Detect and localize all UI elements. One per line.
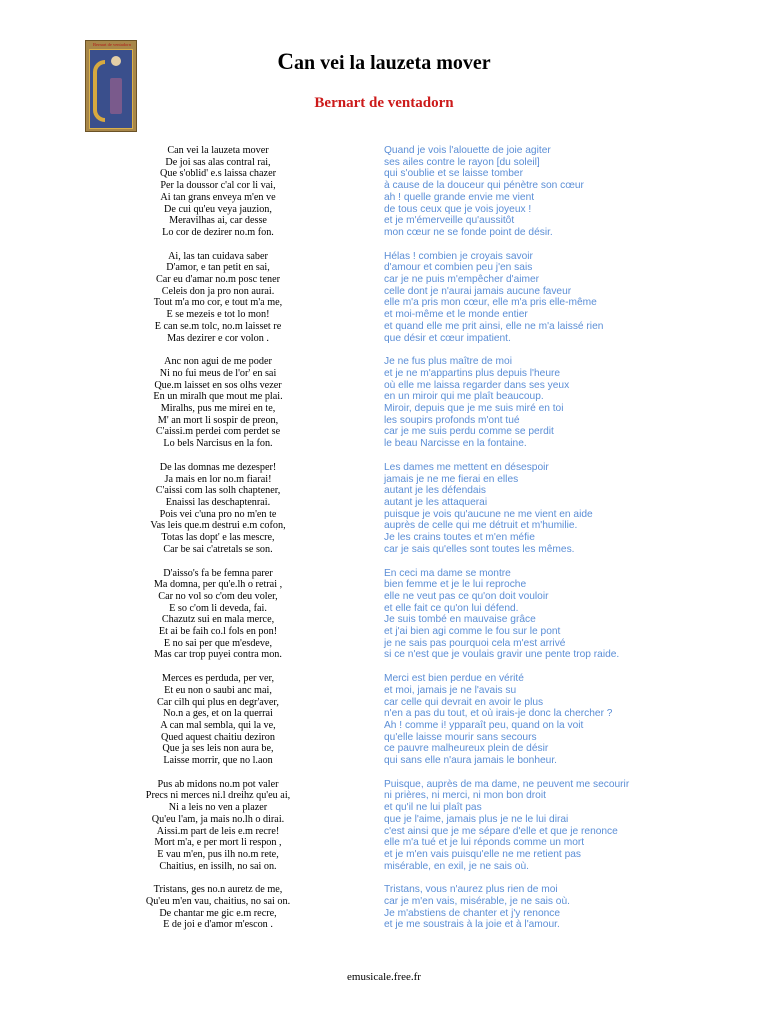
occitan-verse-line: Lo bels Narcisus en la fon.: [163, 438, 273, 450]
occitan-verse-line: Mas car trop puyei contra mon.: [154, 649, 282, 661]
occitan-verse-line: Precs ni merces ni.l dreihz qu'eu ai,: [145, 790, 291, 802]
french-stanza: [384, 673, 684, 767]
french-verse-line: Tristans, vous n'aurez plus rien de moi: [384, 884, 558, 896]
occitan-verse-line: D'amor, e tan petit en sai,: [166, 262, 270, 274]
french-verse-line: Je les crains toutes et m'en méfie: [384, 532, 535, 544]
french-verse-line: qu'elle laisse mourir sans secours: [384, 731, 537, 743]
occitan-verse-line: Ni no fui meus de l'or' en sai: [159, 367, 277, 379]
occitan-verse-line: E vau m'en, pus ilh no.m rete,: [157, 848, 279, 860]
occitan-verse-line: Per la doussor c'al cor li vai,: [160, 180, 276, 192]
occitan-verse-line: Et eu non o saubi anc mai,: [164, 684, 272, 696]
french-verse-line: car je me suis perdu comme se perdit: [384, 426, 554, 438]
french-verse-line: c'est ainsi que je me sépare d'elle et que je renonce: [384, 825, 618, 837]
french-verse-line: et qu'il ne lui plaît pas: [384, 802, 482, 814]
occitan-stanza: [108, 568, 328, 662]
occitan-verse-line: Merces es perduda, per ver,: [161, 673, 275, 685]
french-verse-line: qui s'oublie et se laisse tomber: [384, 168, 523, 180]
occitan-verse-line: Enaissi las deschaptenrai.: [165, 496, 271, 508]
occitan-verse-line: Pus ab midons no.m pot valer: [157, 778, 279, 790]
occitan-verse-line: Car no vol so c'om deu voler,: [158, 590, 278, 602]
occitan-verse-line: E can se.m tolc, no.m laisset re: [154, 320, 282, 332]
french-verse-line: et moi, jamais je ne l'avais su: [384, 684, 517, 696]
french-verse-line: et je m'émerveille qu'aussitôt: [384, 215, 515, 227]
french-verse-line: à cause de la douceur qui pénètre son cœur: [384, 180, 584, 192]
occitan-verse-line: Qued aquest chaitiu deziron: [160, 731, 275, 743]
french-verse-line: car je sais qu'elles sont toutes les mêmes.: [384, 543, 575, 555]
french-verse-line: elle ne veut pas ce qu'on doit vouloir: [384, 590, 549, 602]
occitan-verse-line: Car eu d'amar no.m posc tener: [155, 274, 281, 286]
footer-source: emusicale.free.fr: [347, 971, 421, 983]
occitan-stanza: [108, 462, 328, 556]
occitan-verse-line: Ja mais en lor no.m fiarai!: [164, 473, 272, 485]
french-verse-line: celle dont je n'aurai jamais aucune faveur: [384, 285, 572, 297]
french-verse-line: ce pauvre malheureux plein de désir: [384, 743, 549, 755]
french-verse-line: autant je les défendais: [384, 485, 486, 497]
occitan-verse-line: Meravilhas ai, car desse: [169, 215, 267, 227]
title-initial: C: [277, 49, 294, 74]
french-verse-line: en un miroir qui me plaît beaucoup.: [384, 391, 544, 403]
french-verse-line: Hélas ! combien je croyais savoir: [384, 250, 533, 262]
occitan-verse-line: Et ai be faih co.l fols en pon!: [158, 626, 278, 638]
french-verse-line: car celle qui devrait en avoir le plus: [384, 696, 544, 708]
occitan-verse-line: Qu'eu l'am, ja mais no.lh o dirai.: [151, 813, 285, 825]
french-verse-line: ah ! quelle grande envie me vient: [384, 191, 535, 203]
occitan-verse-line: Qu'eu m'en vau, chaitius, no sai on.: [145, 896, 291, 908]
french-verse-line: En ceci ma dame se montre: [384, 567, 511, 579]
french-verse-line: qui sans elle n'aura jamais le bonheur.: [384, 755, 557, 767]
occitan-verse-line: A can mal sembla, qui la ve,: [160, 719, 276, 731]
poem-author: Bernart de ventadorn: [314, 95, 454, 111]
occitan-stanza: [108, 356, 328, 450]
occitan-verse-line: Que s'oblid' e.s laissa chazer: [160, 168, 276, 180]
occitan-verse-line: E so c'om li deveda, fai.: [169, 602, 267, 614]
french-stanza: [384, 568, 684, 662]
title-rest: an vei la lauzeta mover: [294, 52, 491, 74]
miniature-caption: Bernart de ventadorn: [93, 42, 131, 47]
occitan-verse-line: Tout m'a mo cor, e tout m'a me,: [153, 297, 283, 309]
french-verse-line: Je suis tombé en mauvaise grâce: [384, 614, 536, 626]
french-verse-line: Les dames me mettent en désespoir: [384, 461, 549, 473]
french-verse-line: de tous ceux que je vois joyeux !: [384, 203, 532, 215]
french-verse-line: elle m'a pris mon cœur, elle m'a pris elle-même: [384, 297, 597, 309]
french-verse-line: les soupirs profonds m'ont tué: [384, 414, 520, 426]
occitan-verse-line: Que.m laisset en sos olhs vezer: [154, 379, 282, 391]
french-verse-line: Quand je vois l'alouette de joie agiter: [384, 145, 551, 156]
occitan-verse-line: Laisse morrir, que no l.aon: [163, 755, 273, 767]
occitan-verse-line: De las domnas me dezesper!: [159, 461, 277, 473]
french-verse-line: et quand elle me prit ainsi, elle ne m'a laissé rien: [384, 320, 604, 332]
french-verse-line: car je ne puis m'empêcher d'aimer: [384, 274, 540, 286]
occitan-verse-line: Ni a leis no ven a plazer: [168, 802, 268, 814]
occitan-verse-line: De chantar me gic e.m recre,: [159, 907, 277, 919]
french-verse-line: n'en a pas du tout, et où irais-je donc la chercher ?: [384, 708, 613, 720]
poem-title: [0, 49, 768, 75]
french-stanza: [384, 251, 684, 345]
french-stanza: [384, 356, 684, 450]
french-verse-line: d'amour et combien peu j'en sais: [384, 262, 533, 274]
french-verse-line: et je me soustrais à la joie et à l'amour.: [384, 919, 560, 931]
occitan-stanza: [108, 884, 328, 931]
occitan-verse-line: Anc non agui de me poder: [164, 356, 272, 368]
french-verse-line: et elle fait ce qu'on lui défend.: [384, 602, 519, 614]
french-verse-line: je ne sais pas pourquoi cela m'est arrivé: [384, 637, 566, 649]
occitan-verse-line: Pois vei c'una pro no m'en te: [159, 508, 277, 520]
occitan-verse-line: E de joi e d'amor m'escon .: [163, 919, 273, 931]
french-verse-line: Ah ! comme i! ypparaît peu, quand on la voit: [384, 719, 584, 731]
french-verse-line: Puisque, auprès de ma dame, ne peuvent me secourir: [384, 778, 630, 790]
french-verse-line: autant je les attaquerai: [384, 496, 488, 508]
occitan-verse-line: Chaitius, en issilh, no sai on.: [159, 860, 277, 872]
french-stanza: [384, 145, 684, 239]
occitan-verse-line: Ai tan grans enveya m'en ve: [160, 191, 276, 203]
occitan-verse-line: Chazutz sui en mala merce,: [161, 614, 275, 626]
french-verse-line: si ce n'est que je voulais gravir une pente trop raide.: [384, 649, 620, 661]
french-verse-line: où elle me laissa regarder dans ses yeux: [384, 379, 570, 391]
french-verse-line: ses ailes contre le rayon [du soleil]: [384, 156, 540, 168]
french-verse-line: et je ne m'appartins plus depuis l'heure: [384, 367, 561, 379]
french-verse-line: et j'ai bien agi comme le fou sur le pont: [384, 626, 561, 638]
occitan-verse-line: Car be sai c'atretals se son.: [163, 543, 273, 555]
occitan-verse-line: Can vei la lauzeta mover: [167, 145, 269, 156]
french-translation-column: [384, 145, 684, 943]
french-verse-line: jamais je ne me fierai en elles: [384, 473, 519, 485]
occitan-verse-line: Totas las dopt' e las mescre,: [161, 532, 275, 544]
french-verse-line: Je ne fus plus maître de moi: [384, 356, 512, 368]
occitan-verse-line: En un miralh que mout me plai.: [153, 391, 283, 403]
french-verse-line: le beau Narcisse en la fontaine.: [384, 438, 527, 450]
occitan-verse-line: Vas leis que.m destrui e.m cofon,: [150, 520, 286, 532]
occitan-stanza: [108, 673, 328, 767]
occitan-verse-line: C'aissi.m perdei com perdet se: [155, 426, 281, 438]
occitan-verse-line: Tristans, ges no.n auretz de me,: [153, 884, 283, 896]
french-verse-line: car je m'en vais, misérable, je ne sais où.: [384, 896, 570, 908]
french-verse-line: elle m'a tué et je lui réponds comme un mort: [384, 837, 585, 849]
french-verse-line: et moi-même et le monde entier: [384, 309, 528, 321]
occitan-verse-line: Aissi.m part de leis e.m recre!: [156, 825, 280, 837]
occitan-verse-line: Car cilh qui plus en degr'aver,: [157, 696, 279, 708]
occitan-verse-line: E se mezeis e tot lo mon!: [166, 309, 270, 321]
french-stanza: [384, 779, 684, 873]
occitan-verse-line: M' an mort li sospir de preon,: [157, 414, 279, 426]
french-verse-line: ni prières, ni merci, ni mon bon droit: [384, 790, 546, 802]
french-verse-line: misérable, en exil, je ne sais où.: [384, 860, 529, 872]
french-verse-line: que je l'aime, jamais plus je ne le lui dirai: [384, 813, 569, 825]
occitan-verse-line: C'aissi com las solh chaptener,: [155, 485, 281, 497]
occitan-verse-line: Mort m'a, e per mort li respon ,: [154, 837, 282, 849]
occitan-verse-line: Que ja ses leis non aura be,: [162, 743, 274, 755]
occitan-stanza: [108, 779, 328, 873]
french-verse-line: Miroir, depuis que je me suis miré en toi: [384, 403, 564, 415]
occitan-verse-line: Celeis don ja pro non aurai.: [161, 285, 275, 297]
french-stanza: [384, 462, 684, 556]
french-verse-line: Je m'abstiens de chanter et j'y renonce: [384, 907, 561, 919]
occitan-verse-line: D'aisso's fa be femna parer: [163, 567, 273, 579]
occitan-verse-line: De joi sas alas contral rai,: [165, 156, 271, 168]
french-verse-line: auprès de celle qui me détruit et m'humilie.: [384, 520, 578, 532]
occitan-stanza: [108, 145, 328, 239]
occitan-verse-line: E no sai per que m'esdeve,: [163, 637, 273, 649]
occitan-verse-line: Ma domna, per qu'e.lh o retrai ,: [153, 579, 283, 591]
occitan-verse-line: Mas dezirer e cor volon .: [167, 332, 269, 344]
occitan-text-column: [108, 145, 328, 943]
occitan-verse-line: Lo cor de dezirer no.m fon.: [162, 226, 274, 238]
occitan-verse-line: Miralhs, pus me mirei en te,: [160, 403, 276, 415]
french-verse-line: et je m'en vais puisqu'elle ne me retient pas: [384, 848, 581, 860]
occitan-verse-line: De cui qu'eu veya jauzion,: [164, 203, 272, 215]
french-verse-line: que désir et cœur impatient.: [384, 332, 511, 344]
french-verse-line: mon cœur ne se fonde point de désir.: [384, 226, 553, 238]
french-verse-line: Merci est bien perdue en vérité: [384, 673, 524, 685]
occitan-stanza: [108, 251, 328, 345]
occitan-verse-line: No.n a ges, et on la querrai: [163, 708, 273, 720]
french-stanza: [384, 884, 684, 931]
occitan-verse-line: Ai, las tan cuidava saber: [168, 250, 268, 262]
french-verse-line: bien femme et je le lui reproche: [384, 579, 527, 591]
french-verse-line: puisque je vois qu'aucune ne me vient en aide: [384, 508, 593, 520]
